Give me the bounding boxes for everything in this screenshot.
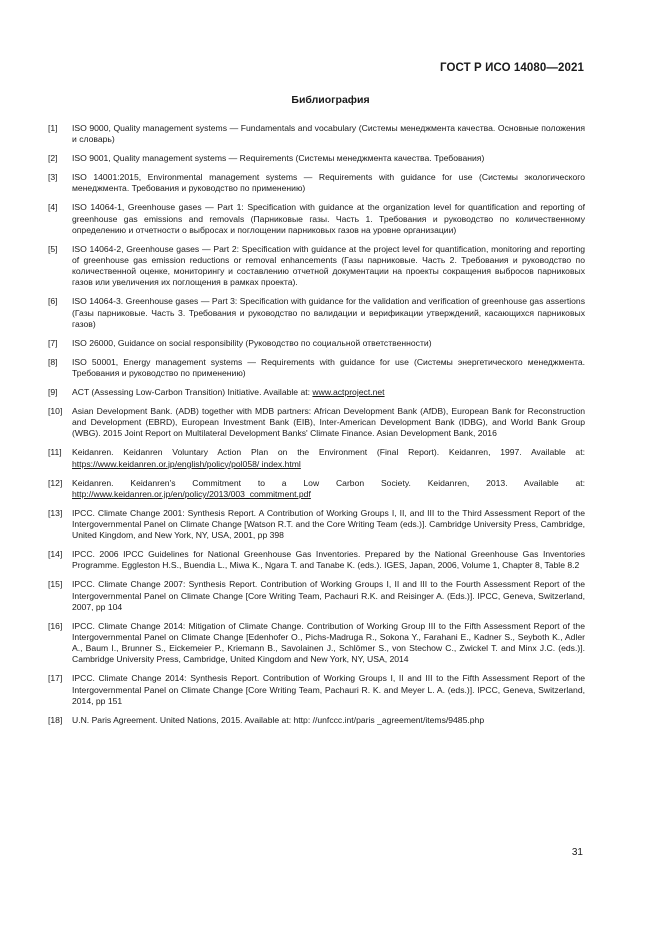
reference-number: [15] [48, 579, 63, 590]
reference-text [72, 673, 585, 707]
reference-number: [5] [48, 243, 58, 254]
page-number: 31 [571, 847, 583, 858]
reference-item [48, 549, 585, 571]
reference-number: [6] [48, 296, 58, 307]
reference-number: [17] [48, 673, 63, 684]
section-title: Библиография [291, 94, 370, 106]
reference-link[interactable]: http://www.keidanren.or.jp/en/policy/2013/003_commitment.pdf [72, 488, 311, 499]
reference-text-part: ISO 14064-2, Greenhouse gases — Part 2: Specification with guidance at the project level for quantification, monitoring and reporting of greenhouse gas emission reductions or removal enhancements (Газы парниковые. Часть 2. Требования и руководство по количественной оценке, мониторингу и составлению отчетной документации на проекты сокращения выбросов парниковых газов или увеличения их поглощения в рамках проекта). [72, 243, 585, 288]
reference-number: [10] [48, 406, 63, 417]
reference-text [72, 338, 585, 349]
reference-item [48, 406, 585, 440]
reference-text-part: Keidanren. Keidanren's Commitment to a Low Carbon Society. Keidanren, 2013. Available at: [72, 477, 585, 488]
reference-text [72, 296, 585, 330]
reference-number: [1] [48, 123, 58, 133]
reference-number: [18] [48, 714, 63, 725]
reference-text [72, 715, 585, 726]
standard-id: ГОСТ Р ИСО 14080—2021 [439, 62, 584, 74]
reference-list [48, 123, 585, 734]
reference-number: [3] [48, 172, 58, 183]
reference-text [72, 387, 585, 398]
reference-number: [13] [48, 507, 63, 518]
reference-text-part: ISO 50001, Energy management systems — Requirements with guidance for use (Системы энергетического менеджмента. Требования и руководство по применению) [72, 356, 585, 379]
reference-text-part: IPCC. 2006 IPCC Guidelines for National Greenhouse Gas Inventories. Prepared by the National Greenhouse Gas Inventories Programme. Eggleston H.S., Buendia L., Miwa K., Ngara T. and Tanabe K. (eds.). IGES, Japan, 2006, Volume 1, Chapter 8, Table 8.2 [72, 549, 585, 571]
reference-number: [9] [48, 387, 58, 398]
reference-text-part: Keidanren. Keidanren Voluntary Action Plan on the Environment (Final Report). Keidanren, 1997. Available at: [72, 447, 585, 458]
reference-text [72, 357, 585, 379]
reference-item [48, 621, 585, 666]
reference-text-part: IPCC. Climate Change 2001: Synthesis Report. A Contribution of Working Groups I, II, and III to the Third Assessment Report of the Intergovernmental Panel on Climate Change [Watson R.T. and the Core Writing Team (eds.)]. Cambridge University Press, Cambridge, United Kingdom, and New York, NY, USA, 2001, pp 398 [72, 507, 585, 541]
reference-text-part: ISO 14064-1, Greenhouse gases — Part 1: Specification with guidance at the organization level for quantification and reporting of greenhouse gas emissions and removals (Парниковые газы. Часть 1. Требования и руководство по количественному определению и отчетности о выбросах и поглощении парниковых газов на уровне организации) [72, 202, 585, 235]
reference-number: [2] [48, 153, 58, 164]
reference-text-part: IPCC. Climate Change 2014: Mitigation of Climate Change. Contribution of Working Group III to the Fifth Assessment Report of the Intergovernmental Panel on Climate Change [Edenhofer O., Pichs-Madruga R., Sokona Y., Farahani E., Kadner S., Seyboth K., Adler A., Baum I., Brunner S., Eickemeier P., Kriemann B., Savolainen J., Schlömer S., von Stechow C., Zwickel T. and Minx J.C. (eds.)]. Cambridge University Press, Cambridge, United Kingdom and New York, NY, USA, 2014 [72, 620, 585, 665]
reference-text-part: IPCC. Climate Change 2014: Synthesis Report. Contribution of Working Groups I, II and III to the Fifth Assessment Report of the Intergovernmental Panel on Climate Change [Core Writing Team, Pachauri R. K. and Meyer L. A. (eds.)]. IPCC, Geneva, Switzerland, 2014, pp 151 [72, 673, 585, 706]
reference-number: [7] [48, 337, 58, 348]
reference-text [72, 244, 585, 289]
reference-text [72, 202, 585, 236]
reference-link[interactable]: www.actproject.net [312, 387, 385, 398]
reference-item [48, 202, 585, 236]
reference-text-part: ISO 14001:2015, Environmental management systems — Requirements with guidance for use (Системы экологического менеджмента. Требования и руководство по применению) [72, 172, 585, 194]
reference-item [48, 508, 585, 542]
reference-item [48, 123, 585, 145]
reference-item [48, 579, 585, 613]
reference-number: [11] [48, 447, 62, 458]
reference-text-part: ISO 9001, Quality management systems — Requirements (Системы менеджмента качества. Требования) [72, 153, 485, 164]
reference-number: [16] [48, 620, 63, 631]
reference-text [72, 153, 585, 164]
reference-number: [4] [48, 202, 58, 213]
reference-text-part: IPCC. Climate Change 2007: Synthesis Report. Contribution of Working Groups I, II and III to the Fourth Assessment Report of the Intergovernmental Panel on Climate Change [Core Writing Team, Pachauri R.K. and Reisinger A. (Eds.)]. IPCC, Geneva, Switzerland, 2007, pp 104 [72, 579, 585, 612]
reference-item [48, 673, 585, 707]
reference-link[interactable]: https://www.keidanren.or.jp/english/policy/pol058/ index.html [72, 458, 301, 469]
reference-text [72, 172, 585, 194]
reference-number: [8] [48, 356, 58, 367]
reference-item [48, 153, 585, 164]
reference-text-part: ISO 9000, Quality management systems — Fundamentals and vocabulary (Системы менеджмента качества. Основные положения и словарь) [72, 123, 585, 145]
reference-text [72, 549, 585, 571]
reference-item [48, 387, 585, 398]
reference-text-part: U.N. Paris Agreement. United Nations, 2015. Available at: http: //unfccc.int/paris _agreement/items/9485.php [72, 714, 485, 725]
reference-item [48, 338, 585, 349]
reference-item [48, 172, 585, 194]
reference-text-part: ACT (Assessing Low-Carbon Transition) Initiative. Available at: [72, 387, 313, 398]
reference-item [48, 447, 585, 469]
reference-text-part: ISO 14064-3. Greenhouse gases — Part 3: Specification with guidance for the validation and verification of greenhouse gas assertions (Газы парниковые. Часть 3. Требования и руководство по валидации и верификации утверждений, касающихся парниковых газов) [72, 296, 585, 329]
reference-text [72, 447, 585, 469]
reference-number: [14] [48, 549, 63, 560]
reference-text [72, 621, 585, 666]
reference-number: [12] [48, 477, 63, 488]
reference-text-part: Asian Development Bank. (ADB) together with MDB partners: African Development Bank (AfDB), European Bank for Reconstruction and Development (EBRD), European Investment Bank (EIB), Inter-American Development Bank (IDBG), and World Bank Group (WBG). 2015 Joint Report on Multilateral Development Banks' Climate Finance. Asian Development Bank, 2016 [72, 406, 585, 439]
reference-item [48, 296, 585, 330]
reference-item [48, 244, 585, 289]
reference-text [72, 123, 585, 145]
reference-text [72, 508, 585, 542]
reference-text-part: ISO 26000, Guidance on social responsibility (Руководство по социальной ответственности) [72, 337, 432, 348]
reference-item [48, 478, 585, 500]
reference-text [72, 478, 585, 500]
reference-item [48, 715, 585, 726]
reference-text [72, 579, 585, 613]
reference-item [48, 357, 585, 379]
reference-text [72, 406, 585, 440]
